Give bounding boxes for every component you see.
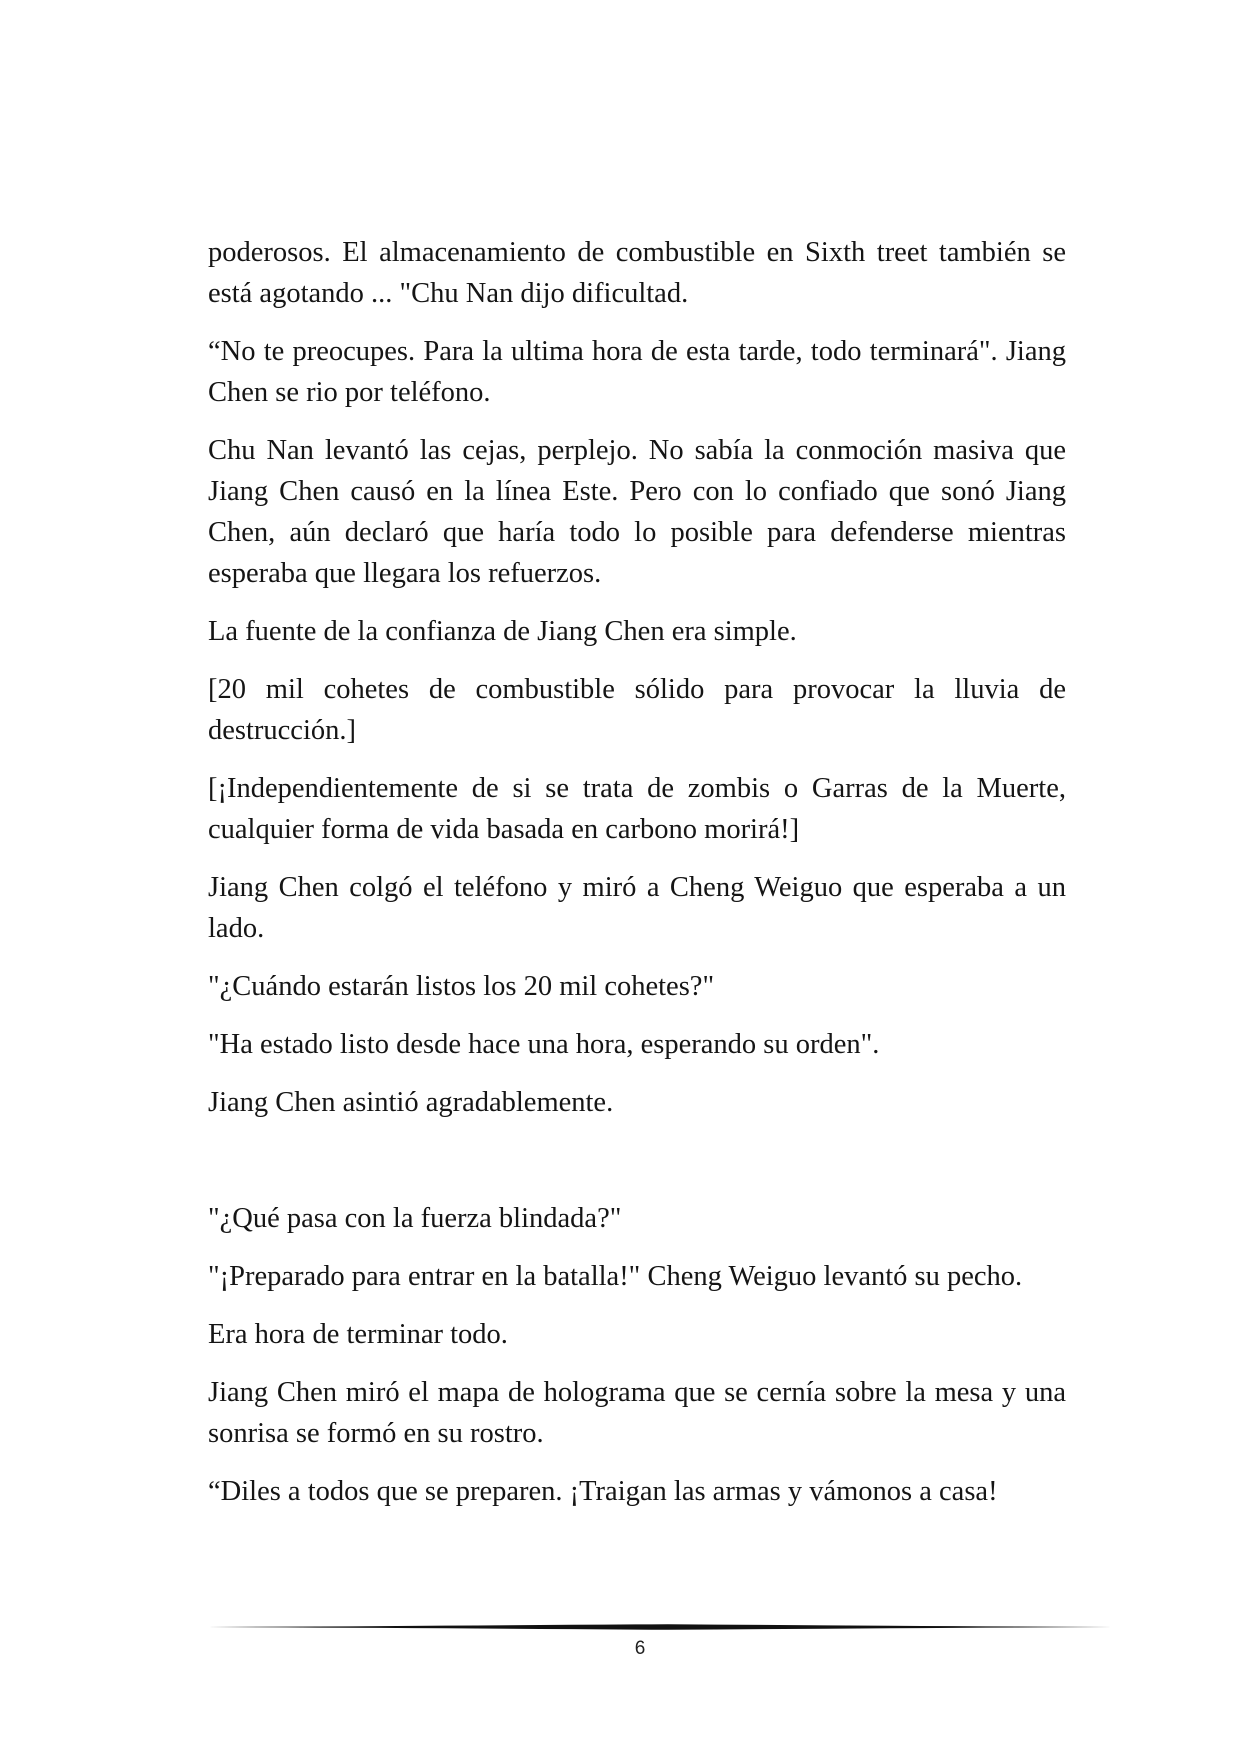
paragraph: "¿Qué pasa con la fuerza blindada?" (208, 1203, 622, 1234)
paragraph: "¡Preparado para entrar en la batalla!" Cheng Weiguo levantó su pecho. (208, 1261, 1023, 1292)
paragraph: Jiang Chen colgó el teléfono y miró a Cheng Weiguo que esperaba a un lado. (208, 872, 1066, 944)
paragraph: Chu Nan levantó las cejas, perplejo. No sabía la conmoción masiva que Jiang Chen causó en la línea Este. Pero con lo confiado que sonó Jiang Chen, aún declaró que haría todo lo posible para defenderse mientras esperaba que llegara los refuerzos. (208, 435, 1066, 589)
paragraph: poderosos. El almacenamiento de combustible en Sixth treet también se está agotando ... "Chu Nan dijo dificultad. (208, 237, 1066, 309)
body-text (208, 232, 1066, 1529)
footer-divider (208, 1620, 1112, 1634)
paragraph: “No te preocupes. Para la ultima hora de esta tarde, todo terminará". Jiang Chen se rio por teléfono. (208, 336, 1066, 408)
section-break (208, 1140, 1066, 1198)
paragraph: "¿Cuándo estarán listos los 20 mil cohetes?" (208, 971, 715, 1002)
paragraph: “Diles a todos que se preparen. ¡Traigan las armas y vámonos a casa! (208, 1476, 998, 1507)
paragraph: La fuente de la confianza de Jiang Chen era simple. (208, 616, 797, 647)
paragraph: Jiang Chen miró el mapa de holograma que se cernía sobre la mesa y una sonrisa se formó en su rostro. (208, 1377, 1066, 1449)
paragraph: [¡Independientemente de si se trata de zombis o Garras de la Muerte, cualquier forma de vida basada en carbono morirá!] (208, 773, 1066, 845)
paragraph: Jiang Chen asintió agradablemente. (208, 1087, 614, 1118)
paragraph: "Ha estado listo desde hace una hora, esperando su orden". (208, 1029, 880, 1060)
paragraph: [20 mil cohetes de combustible sólido para provocar la lluvia de destrucción.] (208, 674, 1066, 746)
page-number: 6 (634, 1638, 646, 1659)
paragraph: Era hora de terminar todo. (208, 1319, 508, 1350)
